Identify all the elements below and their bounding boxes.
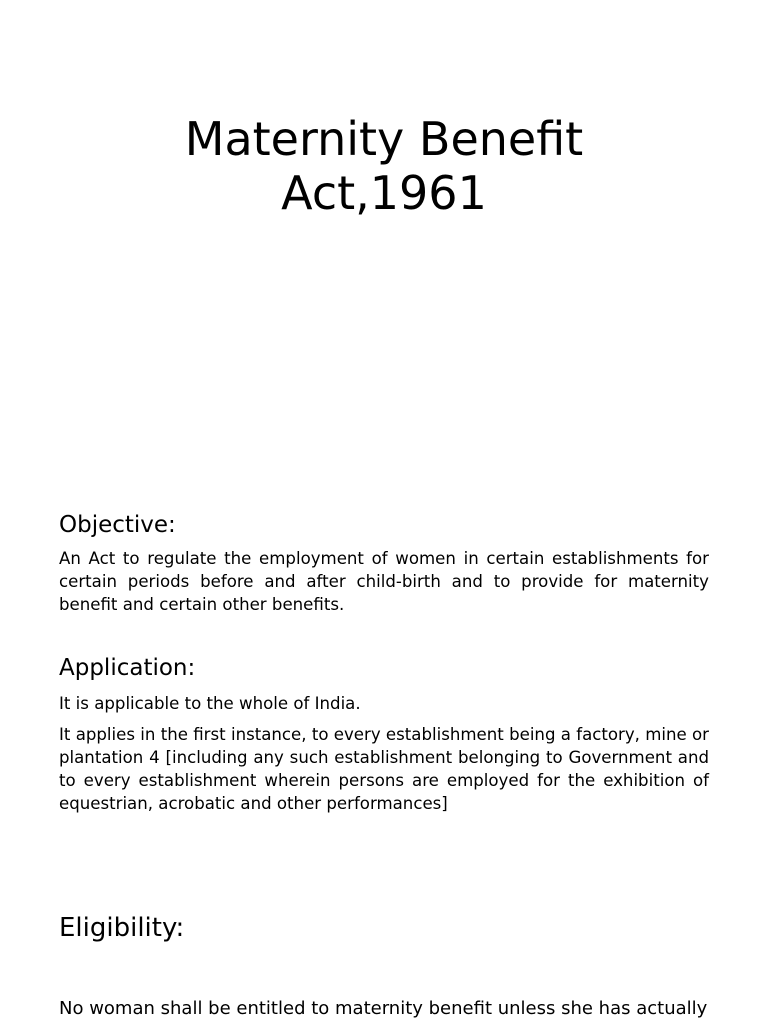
application-heading: Application:	[59, 655, 196, 681]
application-text-1: It is applicable to the whole of India.	[59, 694, 361, 713]
title-line-1: Maternity Benefit	[184, 112, 584, 166]
eligibility-heading: Eligibility:	[59, 913, 185, 943]
slide-title	[0, 112, 768, 220]
objective-text: An Act to regulate the employment of women in certain establishments for certain periods before and after child-birth and to provide for maternity benefit and certain other benefits.	[59, 549, 709, 614]
eligibility-text: No woman shall be entitled to maternity benefit unless she has actually	[59, 998, 708, 1019]
title-line-2: Act,1961	[281, 166, 487, 220]
objective-heading: Objective:	[59, 512, 176, 538]
application-text-2: It applies in the first instance, to every establishment being a factory, mine or plantation 4 [including any such establishment belonging to Government and to every establishment wherein persons are employed for the exhibition of equestrian, acrobatic and other performances]	[59, 725, 709, 813]
